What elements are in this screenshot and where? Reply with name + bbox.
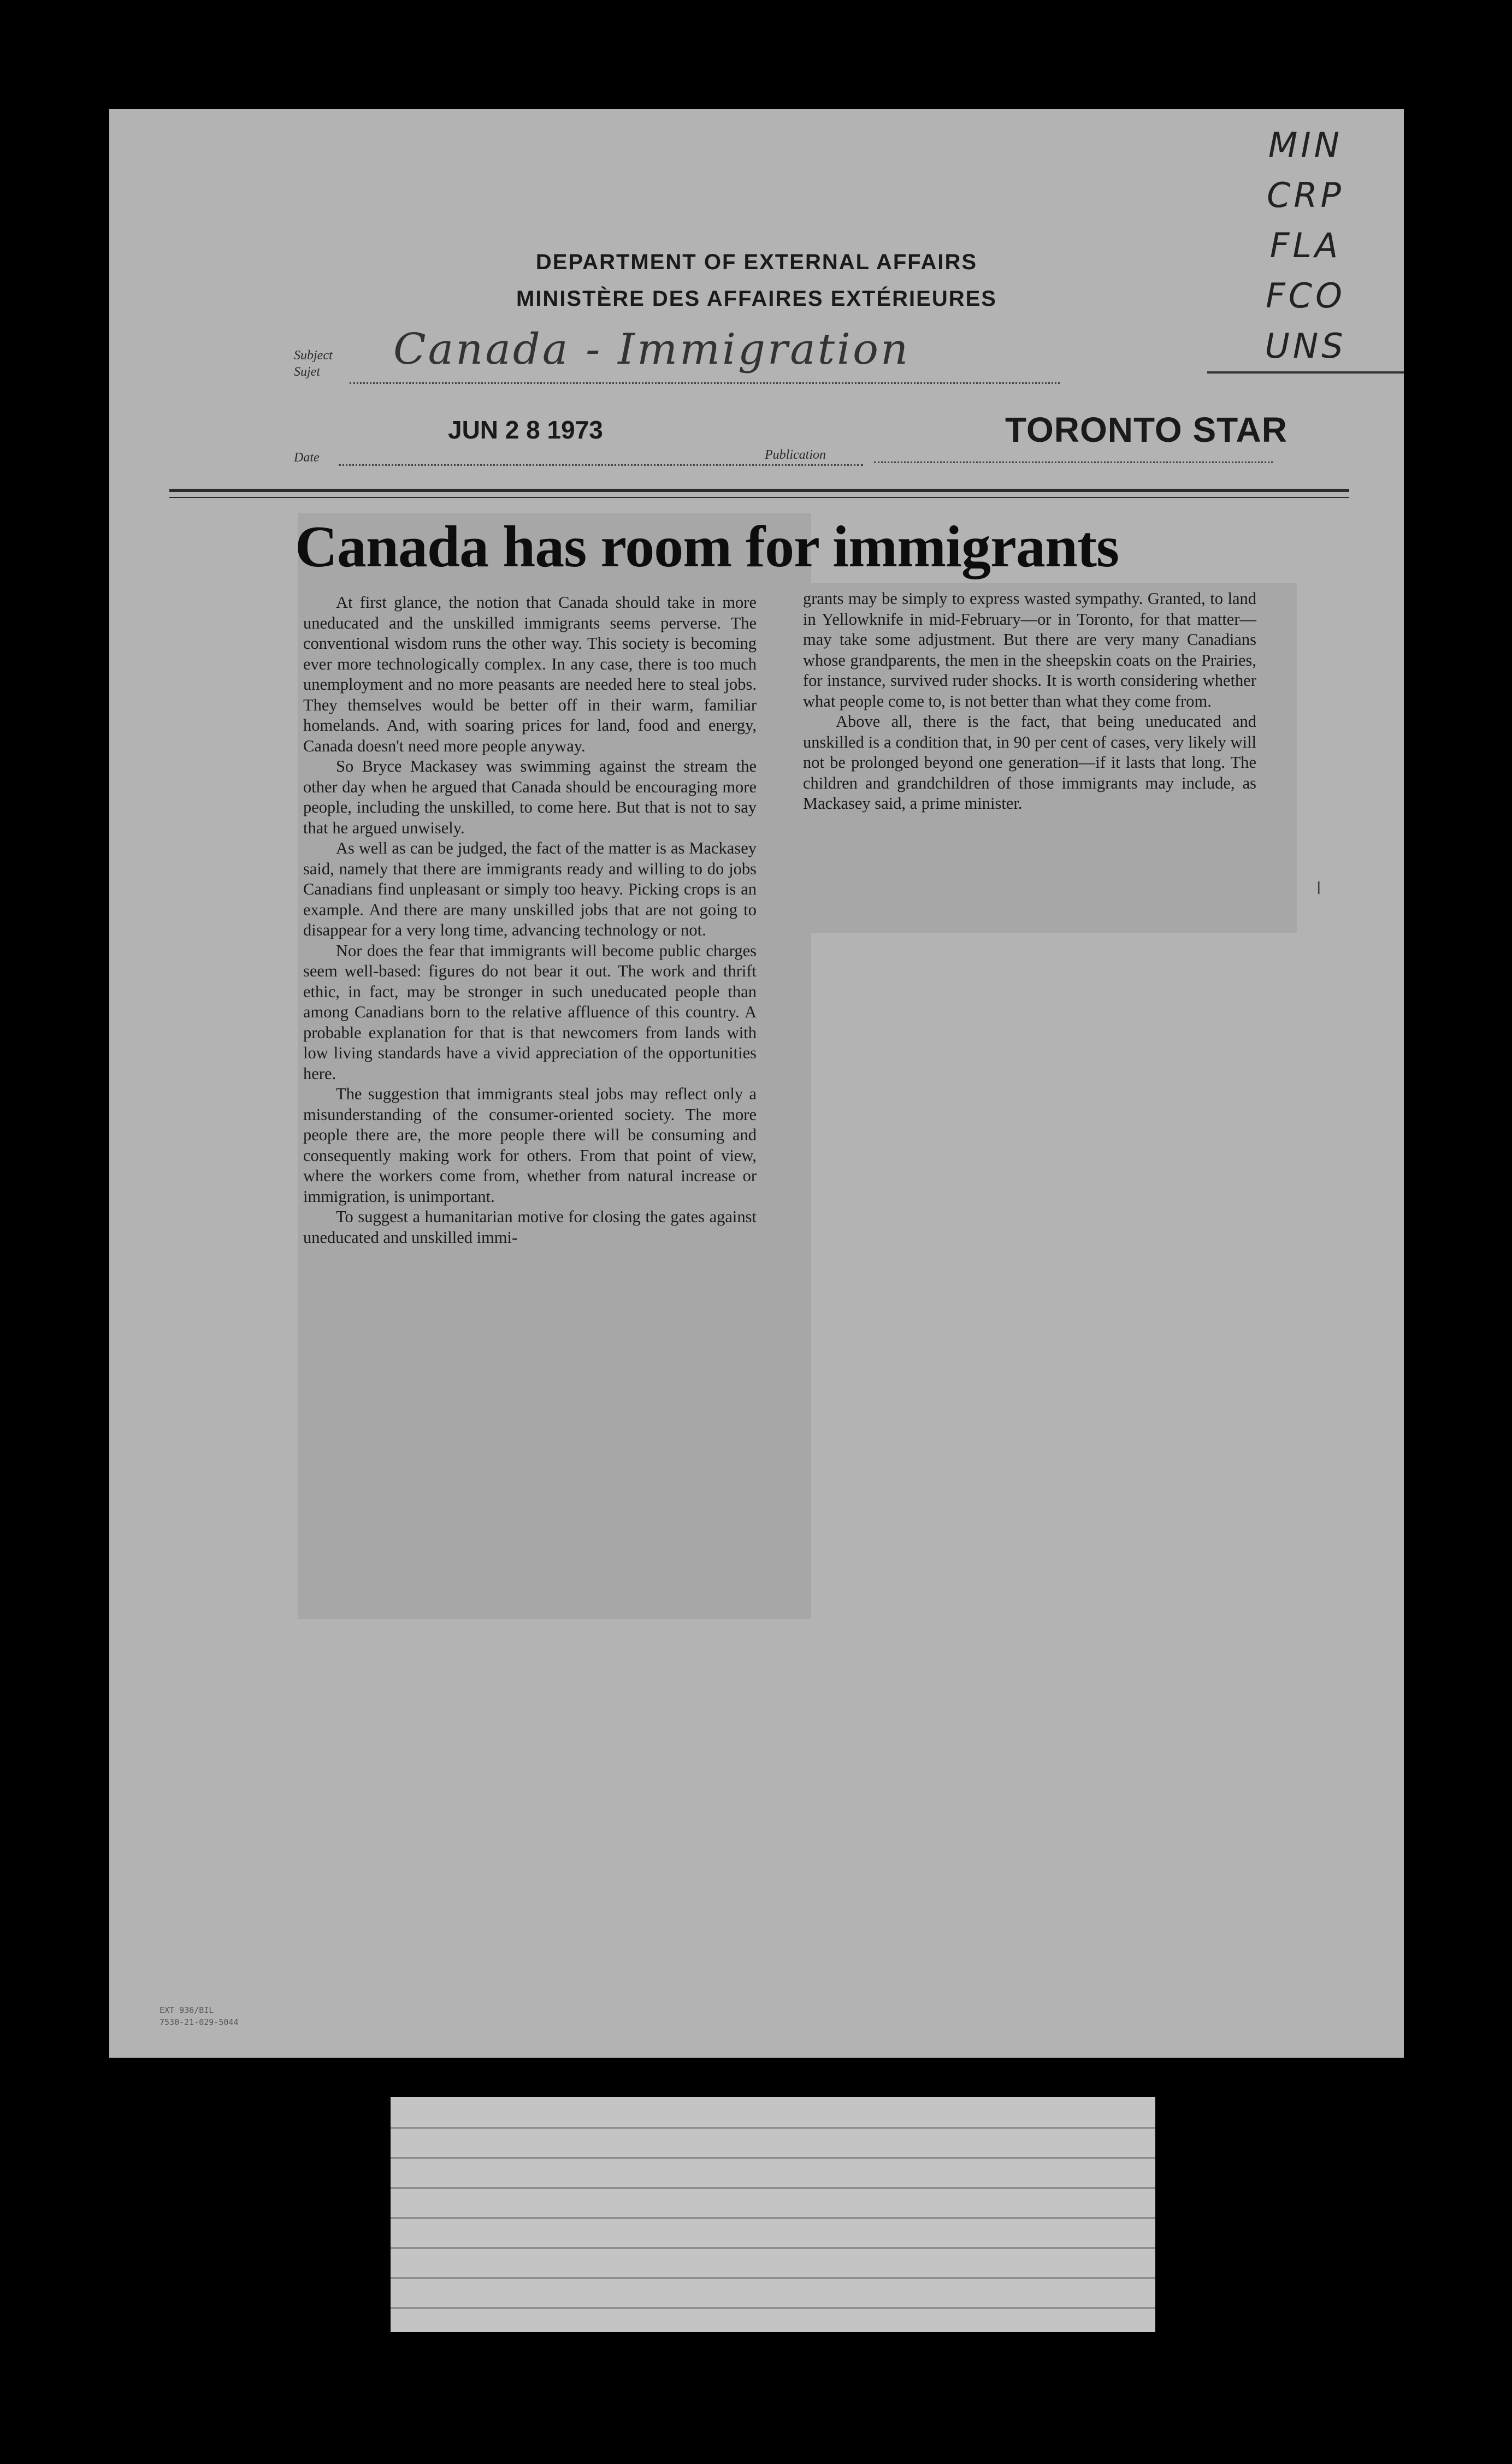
- date-value: JUN 2 8 1973: [448, 416, 603, 444]
- slip-rule: [391, 2277, 1155, 2279]
- subject-value: Canada - Immigration: [393, 325, 911, 374]
- index-slip: [391, 2097, 1155, 2332]
- sujet-label: Sujet: [294, 365, 320, 379]
- divider-rule: [169, 489, 1349, 492]
- article-paragraph: Nor does the fear that immigrants will become public charges seem well-based: figures do not bear it out. The work and thrift ethic, in fact, may be stronger in such uneducated people than among Canadians born to the relative affluence of this country. A probable explanation for that is that newcomers from lands with low living standards have a vivid appreciation of the opportunities here.: [303, 941, 757, 1083]
- article-paragraph: The suggestion that immigrants steal jobs may reflect only a misunderstanding of the consumer-oriented society. The more people there are, the more people there will be consuming and consequently making work for others. From that point of view, where the workers come from, whether from natural increase or immigration, is unimportant.: [303, 1085, 757, 1206]
- routing-item: UNS: [1207, 321, 1404, 374]
- article-paragraph: To suggest a humanitarian motive for closing the gates against uneducated and unskilled immi-: [303, 1207, 757, 1247]
- margin-mark: ⅼ: [1316, 879, 1321, 898]
- routing-item: FCO: [1266, 276, 1345, 316]
- form-number: [160, 2004, 239, 2028]
- divider-rule-thin: [169, 497, 1349, 498]
- form-number-line: EXT 936/BIL: [160, 2005, 214, 2015]
- article-left-column: [303, 593, 757, 1248]
- routing-item: MIN: [1268, 125, 1343, 165]
- department-title-fr: MINISTÈRE DES AFFAIRES EXTÉRIEURES: [516, 287, 997, 311]
- article-right-column: [803, 589, 1256, 814]
- publication-label: Publication: [765, 448, 826, 462]
- department-title-en: DEPARTMENT OF EXTERNAL AFFAIRS: [535, 250, 978, 274]
- routing-item: FLA: [1269, 226, 1342, 265]
- publication-line: [874, 461, 1273, 463]
- article-paragraph: At first glance, the notion that Canada should take in more uneducated and the unskilled immigrants seems perverse. The conventional wisdom runs the other way. This society is becoming ever more technologically complex. In any case, there is too much unemployment and no more peasants are needed here to steal jobs. They themselves would be better off in their warm, familiar homelands. And, with soaring prices for land, food and energy, Canada doesn't need more people anyway.: [303, 593, 757, 755]
- form-number-line: 7530-21-029-5044: [160, 2017, 239, 2027]
- slip-rule: [391, 2127, 1155, 2129]
- slip-rule: [391, 2157, 1155, 2159]
- slip-rule: [391, 2307, 1155, 2309]
- article-paragraph: As well as can be judged, the fact of the matter is as Mackasey said, namely that there are immigrants ready and willing to do jobs Canadians find unpleasant or simply too heavy. Picking crops is an example. And there are many unskilled jobs that are not going to disappear for a very long time, advancing technology or not.: [303, 839, 757, 939]
- slip-rule: [391, 2217, 1155, 2219]
- article-paragraph: Above all, there is the fact, that being uneducated and unskilled is a condition that, in 90 per cent of cases, very likely will not be prolonged beyond one generation—if it lasts that long. The children and grandchildren of those immigrants may include, as Mackasey said, a prime minister.: [803, 712, 1256, 813]
- slip-rule: [391, 2187, 1155, 2189]
- publication-value: TORONTO STAR: [1005, 410, 1287, 449]
- article-headline: Canada has room for immigrants: [295, 514, 1119, 579]
- document-sheet: [109, 109, 1404, 2058]
- slip-rule: [391, 2247, 1155, 2249]
- routing-item: CRP: [1267, 175, 1344, 215]
- date-line: [339, 464, 863, 466]
- date-label: Date: [294, 451, 320, 465]
- article-paragraph: So Bryce Mackasey was swimming against the stream the other day when he argued that Canada should be encouraging more people, including the unskilled, to come here. But that is not to say that he argued unwisely.: [303, 757, 757, 837]
- routing-annotation: [1207, 120, 1404, 374]
- subject-label: Subject: [294, 348, 333, 363]
- article-paragraph: grants may be simply to express wasted sympathy. Granted, to land in Yellowknife in mid-February—or in Toronto, for that matter—may take some adjustment. But there are very many Canadians whose grandparents, the men in the sheepskin coats on the Prairies, for instance, survived ruder shocks. It is worth considering whether what people come to, is not better than what they come from.: [803, 589, 1256, 710]
- subject-line: [350, 382, 1060, 384]
